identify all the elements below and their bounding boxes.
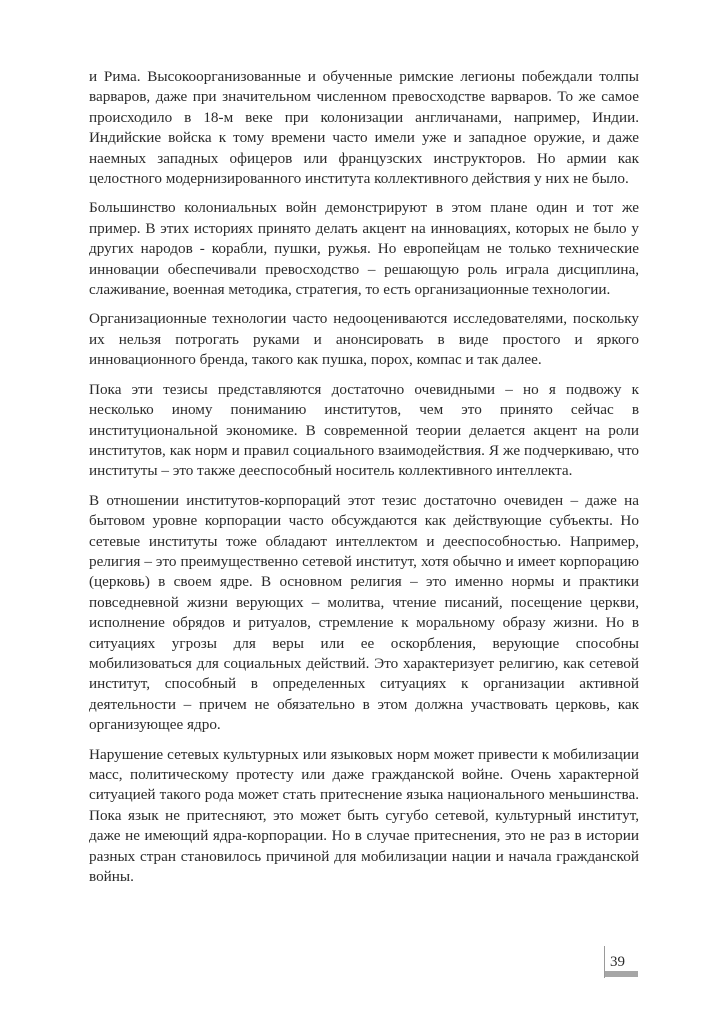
paragraph: Большинство колониальных войн демонстрируют в этом плане один и тот же пример. В этих историях принято делать акцент на инновациях, которых не было у других народов - корабли, пушки, ружья. Но европейцам не только технические инновации обеспечивали превосходство – решающую роль играла дисциплина, слаживание, военная методика, стратегия, то есть организационные технологии.	[89, 199, 639, 299]
paragraph: Пока эти тезисы представляются достаточно очевидными – но я подвожу к несколько иному пониманию институтов, чем это принято сейчас в институциональной экономике. В современной теории делается акцент на роли институтов, как норм и правил социального взаимодействия. Я же подчеркиваю, что институты – это также дееспособный носитель коллективного интеллекта.	[89, 380, 639, 480]
paragraph: и Рима. Высокоорганизованные и обученные римские легионы побеждали толпы варваров, даже при значительном численном превосходстве варваров. То же самое происходило в 18-м веке при колонизации англичанами, например, Индии. Индийские войска к тому времени часто имели уже и западное оружие, и даже наемных западных офицеров или французских инструкторов. Но армии как целостного модернизированного института коллективного действия у них не было.	[89, 68, 639, 188]
page-number-underline-bar	[605, 971, 638, 977]
body-text	[89, 67, 639, 896]
paragraph: Организационные технологии часто недооцениваются исследователями, поскольку их нельзя потрогать руками и анонсировать в виде простого и яркого инновационного бренда, такого как пушка, порох, компас и так далее.	[89, 310, 639, 369]
page-number: 39	[610, 954, 625, 970]
paragraph: В отношении институтов-корпораций этот тезис достаточно очевиден – даже на бытовом уровне корпорации часто обсуждаются как действующие субъекты. Но сетевые институты тоже обладают интеллектом и дееспособностью. Например, религия – это преимущественно сетевой институт, хотя обычно и имеет корпорацию (церковь) в своем ядре. В основном религия – это именно нормы и практики повседневной жизни верующих – молитва, чтение писаний, посещение церкви, исполнение обрядов и ритуалов, стремление к моральному образу жизни. Но в ситуациях угрозы для веры или ее оскорбления, верующие способны мобилизоваться для социальных действий. Это характеризует религию, как сетевой институт, способный в определенных ситуациях к организации активной деятельности – причем не обязательно в этом должна участвовать церковь, как организующее ядро.	[89, 491, 639, 734]
paragraph: Нарушение сетевых культурных или языковых норм может привести к мобилизации масс, политическому протесту или даже гражданской войне. Очень характерной ситуацией такого рода может стать притеснение языка национального меньшинства. Пока язык не притесняют, это может быть сугубо сетевой, культурный институт, даже не имеющий ядра-корпорации. Но в случае притеснения, это не раз в истории разных стран становилось причиной для мобилизации нации и начала гражданской войны.	[89, 745, 639, 886]
